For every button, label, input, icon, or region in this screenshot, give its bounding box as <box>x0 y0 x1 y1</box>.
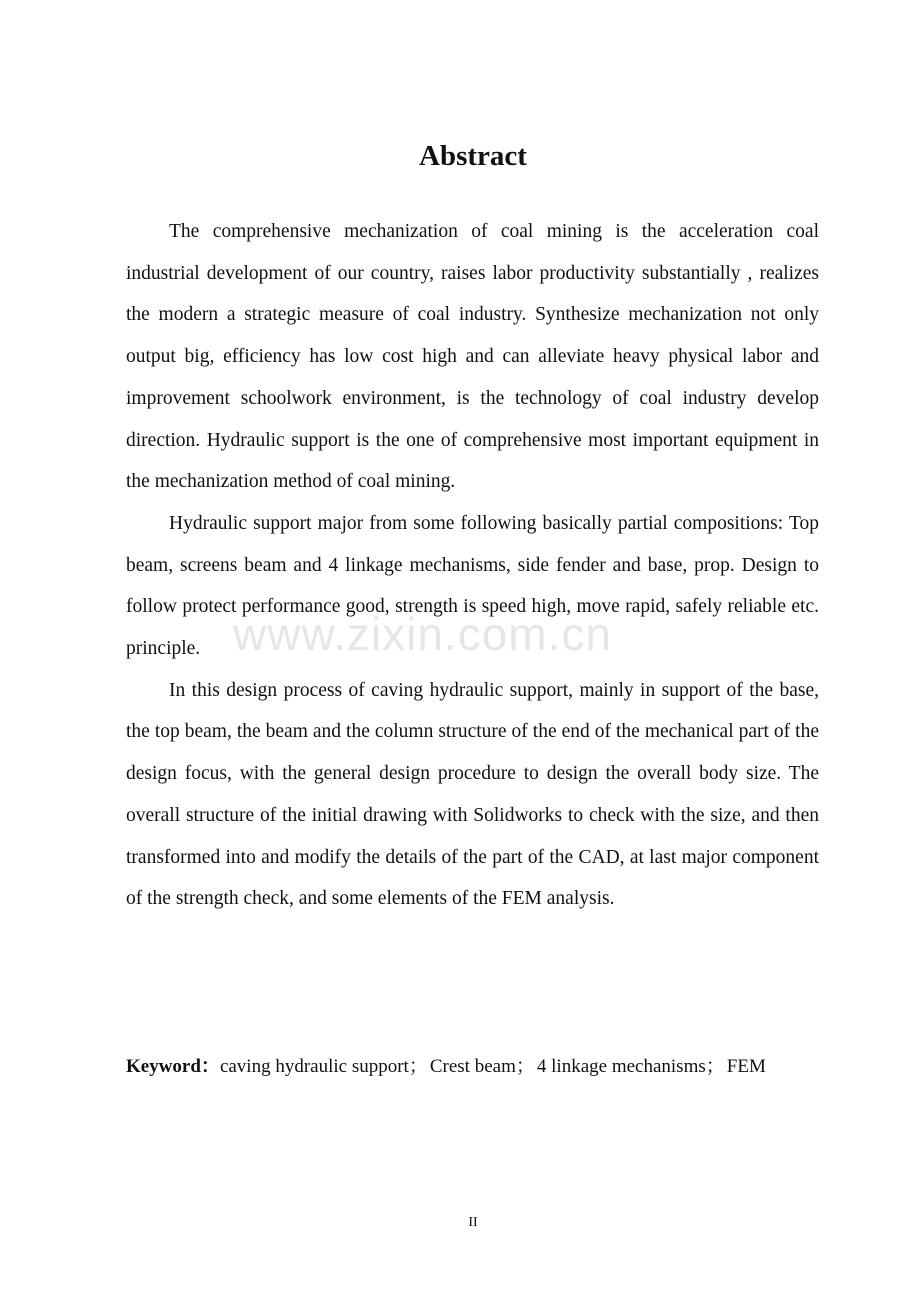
keyword-separator: ； <box>408 1056 428 1077</box>
keyword-item: 4 linkage mechanisms <box>536 1056 706 1077</box>
page-title: Abstract <box>419 140 527 172</box>
abstract-paragraph-1: The comprehensive mechanization of coal mining is the acceleration coal industrial development of our country, raises labor productivity substantially , realizes the modern a strategic measure of coal industry. Synthesize mechanization not only output big, efficiency has low cost high and can alleviate heavy physical labor and improvement schoolwork environment, is the technology of coal industry develop direction. Hydraulic support is the one of comprehensive most important equipment in the mechanization method of coal mining. <box>126 221 819 493</box>
abstract-paragraph-2: Hydraulic support major from some following basically partial compositions: Top beam, screens beam and 4 linkage mechanisms, side fender and base, prop. Design to follow protect performance good, strength is speed high, move rapid, safely reliable etc. principle. <box>126 512 819 660</box>
abstract-body <box>126 211 819 920</box>
keyword-separator: ； <box>515 1056 535 1077</box>
keyword-line <box>126 1046 826 1088</box>
keyword-item: caving hydraulic support <box>219 1056 409 1077</box>
abstract-paragraph-3: In this design process of caving hydraulic support, mainly in support of the base, the top beam, the beam and the column structure of the end of the mechanical part of the design focus, with the general design procedure to design the overall body size. The overall structure of the initial drawing with Solidworks to check with the size, and then transformed into and modify the details of the part of the CAD, at last major component of the strength check, and some elements of the FEM analysis. <box>126 679 819 910</box>
keyword-separator: ； <box>705 1056 725 1077</box>
page-number: II <box>468 1215 478 1230</box>
keyword-label: Keyword： <box>126 1056 220 1077</box>
watermark: www.zixin.com.cn <box>233 608 612 660</box>
keyword-item: FEM <box>726 1056 766 1077</box>
keyword-item: Crest beam <box>429 1056 516 1077</box>
